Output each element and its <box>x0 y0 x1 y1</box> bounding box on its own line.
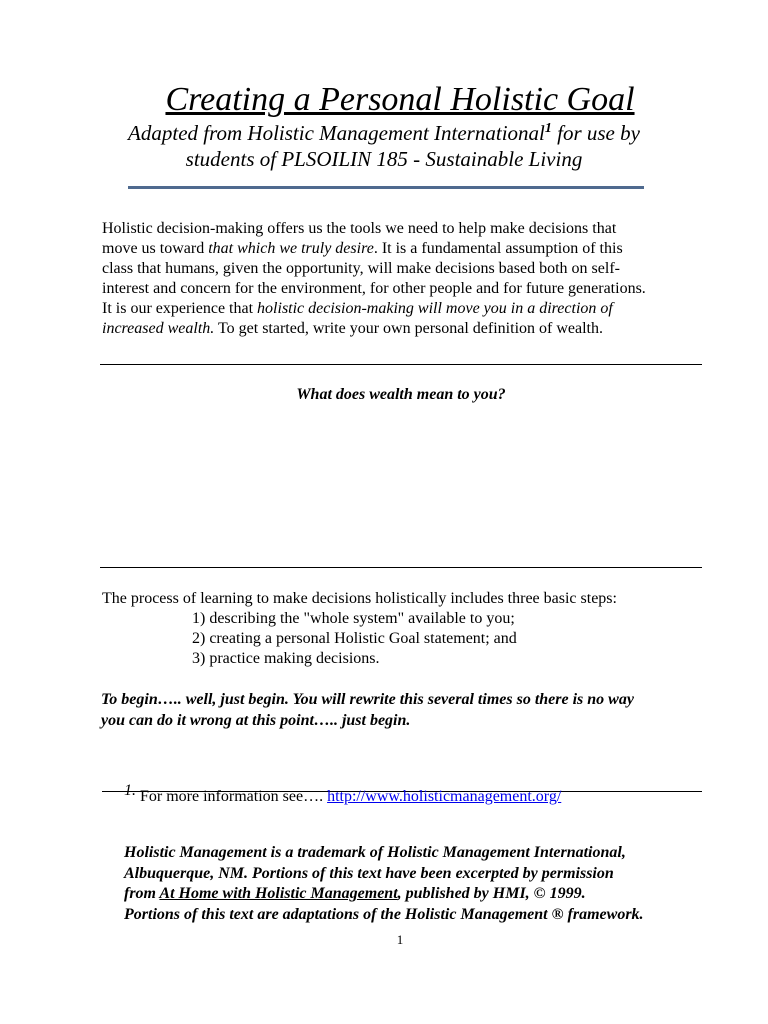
intro-emphasis: increased wealth. <box>102 320 215 337</box>
trademark-line: Albuquerque, NM. Portions of this text have been excerpted by permission <box>124 864 614 882</box>
trademark-line: Holistic Management is a trademark of Holistic Management International, <box>124 844 626 861</box>
intro-paragraph <box>102 219 712 339</box>
footnote-text: For more information see…. <box>136 788 328 805</box>
intro-line: class that humans, given the opportunity, will make decisions based both on self- <box>102 260 620 277</box>
intro-emphasis: holistic decision-making will move you in a direction of <box>257 300 613 317</box>
begin-line: To begin….. well, just begin. You will rewrite this several times so there is no way <box>101 691 634 708</box>
process-step: 3) practice making decisions. <box>192 650 380 667</box>
intro-line <box>102 319 712 339</box>
process-intro: The process of learning to make decisions holistically includes three basic steps: <box>102 590 617 607</box>
subtitle-text: Adapted from Holistic Management International <box>128 121 545 145</box>
begin-instruction <box>101 689 716 731</box>
begin-line: you can do it wrong at this point….. just begin. <box>101 712 411 729</box>
subtitle-text-cont: for use by <box>551 121 640 145</box>
process-section <box>102 589 712 669</box>
page-title: Creating a Personal Holistic Goal <box>165 81 635 118</box>
intro-text: To get started, write your own personal definition of wealth. <box>214 320 603 337</box>
intro-line: Holistic decision-making offers us the tools we need to help make decisions that <box>102 220 617 237</box>
holistic-management-link[interactable]: http://www.holisticmanagement.org/ <box>327 788 562 805</box>
trademark-text: , published by HMI, © 1999. <box>397 885 586 902</box>
section-divider <box>100 364 702 365</box>
page-number: 1 <box>396 932 404 947</box>
footnote-number: 1. <box>124 782 136 799</box>
process-step: 2) creating a personal Holistic Goal statement; and <box>192 630 517 647</box>
intro-text: It is our experience that <box>102 300 258 317</box>
intro-line <box>102 239 712 259</box>
intro-emphasis: that which we truly desire <box>208 240 374 257</box>
trademark-line: Portions of this text are adaptations of the Holistic Management ® framework. <box>124 905 644 923</box>
title-divider <box>128 186 644 189</box>
process-step: 1) describing the "whole system" available to you; <box>192 610 515 627</box>
page-subtitle <box>0 120 768 172</box>
intro-line <box>102 299 712 319</box>
footnote <box>124 782 724 807</box>
intro-line: interest and concern for the environment, for other people and for future generations. <box>102 280 646 297</box>
book-title: At Home with Holistic Management <box>159 885 398 902</box>
intro-text: move us toward <box>102 240 209 257</box>
wealth-question: What does wealth mean to you? <box>296 386 506 403</box>
footnote-reference: 1 <box>544 121 552 136</box>
trademark-text: from <box>124 885 160 902</box>
subtitle-line-2: students of PLSOILIN 185 - Sustainable Living <box>185 147 583 171</box>
section-divider <box>100 567 702 568</box>
trademark-notice <box>124 843 714 925</box>
subtitle-line-1 <box>0 120 768 146</box>
trademark-line <box>124 884 714 905</box>
intro-text: . It is a fundamental assumption of this <box>373 240 623 257</box>
